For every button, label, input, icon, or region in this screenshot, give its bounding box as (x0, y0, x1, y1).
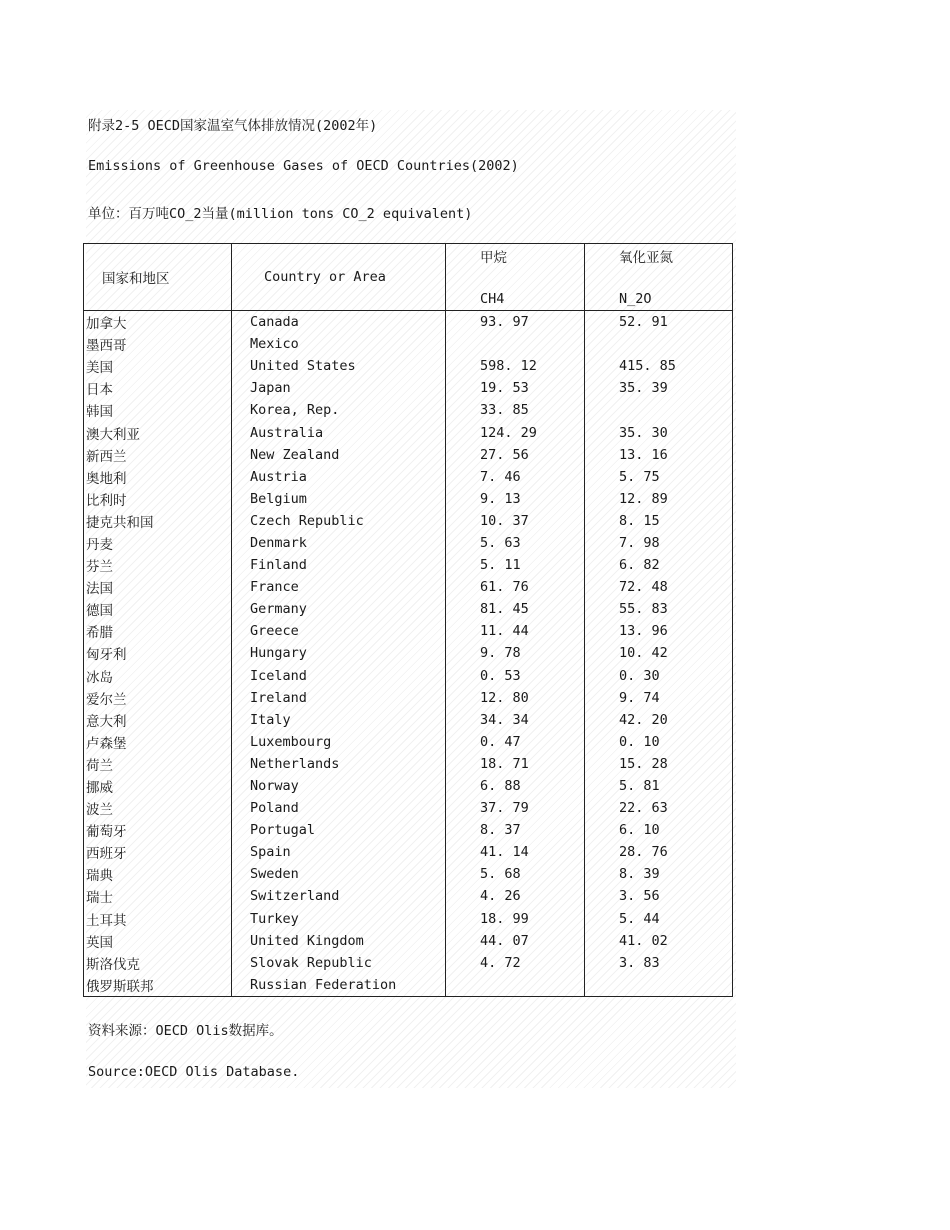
cell-country-en: Mexico (232, 333, 446, 355)
cell-country-cn: 挪威 (84, 775, 232, 797)
cell-country-en: Switzerland (232, 885, 446, 907)
emissions-table-wrapper (83, 243, 733, 997)
cell-n2o: 5. 75 (585, 466, 733, 488)
table-row (84, 377, 733, 399)
table-row (84, 444, 733, 466)
cell-country-cn: 葡萄牙 (84, 819, 232, 841)
cell-country-en: Japan (232, 377, 446, 399)
cell-ch4: 37. 79 (446, 797, 585, 819)
cell-country-cn: 比利时 (84, 488, 232, 510)
table-row (84, 399, 733, 421)
cell-country-cn: 匈牙利 (84, 642, 232, 664)
cell-n2o: 8. 39 (585, 863, 733, 885)
cell-n2o: 0. 30 (585, 665, 733, 687)
cell-ch4: 61. 76 (446, 576, 585, 598)
cell-n2o: 35. 30 (585, 421, 733, 443)
cell-ch4: 33. 85 (446, 399, 585, 421)
cell-n2o: 3. 56 (585, 885, 733, 907)
table-body (84, 311, 733, 997)
cell-country-cn: 荷兰 (84, 753, 232, 775)
cell-n2o (585, 333, 733, 355)
cell-n2o: 42. 20 (585, 709, 733, 731)
cell-country-en: Hungary (232, 642, 446, 664)
table-row (84, 863, 733, 885)
table-row (84, 532, 733, 554)
cell-n2o: 41. 02 (585, 930, 733, 952)
header-ch4 (446, 244, 585, 311)
cell-country-cn: 波兰 (84, 797, 232, 819)
cell-ch4: 4. 72 (446, 952, 585, 974)
cell-country-cn: 加拿大 (84, 311, 232, 334)
cell-n2o: 28. 76 (585, 841, 733, 863)
cell-country-cn: 日本 (84, 377, 232, 399)
cell-n2o: 10. 42 (585, 642, 733, 664)
cell-country-cn: 芬兰 (84, 554, 232, 576)
cell-country-en: Czech Republic (232, 510, 446, 532)
cell-ch4: 5. 68 (446, 863, 585, 885)
cell-ch4: 0. 53 (446, 665, 585, 687)
cell-country-cn: 法国 (84, 576, 232, 598)
cell-ch4: 4. 26 (446, 885, 585, 907)
cell-country-en: Slovak Republic (232, 952, 446, 974)
cell-country-cn: 美国 (84, 355, 232, 377)
cell-country-cn: 墨西哥 (84, 333, 232, 355)
table-header-row (84, 244, 733, 311)
title-chinese: 附录2-5 OECD国家温室气体排放情况(2002年) (88, 118, 378, 134)
cell-ch4 (446, 974, 585, 997)
cell-country-en: United Kingdom (232, 930, 446, 952)
table-row (84, 687, 733, 709)
table-row (84, 355, 733, 377)
cell-country-en: Turkey (232, 908, 446, 930)
cell-n2o: 6. 10 (585, 819, 733, 841)
table-row (84, 775, 733, 797)
table-row (84, 885, 733, 907)
cell-ch4: 598. 12 (446, 355, 585, 377)
cell-ch4: 18. 71 (446, 753, 585, 775)
cell-country-en: France (232, 576, 446, 598)
cell-ch4: 18. 99 (446, 908, 585, 930)
cell-n2o (585, 399, 733, 421)
cell-ch4: 34. 34 (446, 709, 585, 731)
cell-country-en: Luxembourg (232, 731, 446, 753)
cell-ch4: 5. 63 (446, 532, 585, 554)
table-row (84, 620, 733, 642)
cell-country-cn: 澳大利亚 (84, 421, 232, 443)
cell-ch4: 124. 29 (446, 421, 585, 443)
cell-country-cn: 英国 (84, 930, 232, 952)
cell-country-cn: 奥地利 (84, 466, 232, 488)
title-english: Emissions of Greenhouse Gases of OECD Countries(2002) (88, 158, 519, 174)
table-row (84, 930, 733, 952)
cell-n2o: 15. 28 (585, 753, 733, 775)
cell-ch4: 41. 14 (446, 841, 585, 863)
cell-n2o: 6. 82 (585, 554, 733, 576)
cell-country-cn: 捷克共和国 (84, 510, 232, 532)
cell-country-en: Netherlands (232, 753, 446, 775)
table-row (84, 731, 733, 753)
cell-n2o: 5. 81 (585, 775, 733, 797)
cell-country-en: Austria (232, 466, 446, 488)
cell-country-en: Ireland (232, 687, 446, 709)
cell-country-cn: 韩国 (84, 399, 232, 421)
cell-country-cn: 希腊 (84, 620, 232, 642)
table-row (84, 841, 733, 863)
table-row (84, 554, 733, 576)
cell-ch4: 5. 11 (446, 554, 585, 576)
cell-n2o: 35. 39 (585, 377, 733, 399)
cell-country-cn: 丹麦 (84, 532, 232, 554)
cell-n2o: 415. 85 (585, 355, 733, 377)
cell-ch4: 12. 80 (446, 687, 585, 709)
cell-country-cn: 新西兰 (84, 444, 232, 466)
table-row (84, 709, 733, 731)
table-row (84, 974, 733, 997)
cell-country-en: Germany (232, 598, 446, 620)
table-row (84, 797, 733, 819)
cell-ch4 (446, 333, 585, 355)
cell-country-cn: 冰岛 (84, 665, 232, 687)
cell-country-en: Belgium (232, 488, 446, 510)
cell-n2o: 7. 98 (585, 532, 733, 554)
table-row (84, 466, 733, 488)
cell-country-cn: 俄罗斯联邦 (84, 974, 232, 997)
cell-country-en: United States (232, 355, 446, 377)
cell-ch4: 93. 97 (446, 311, 585, 334)
cell-country-en: Poland (232, 797, 446, 819)
table-row (84, 952, 733, 974)
header-ch4-cn: 甲烷 (480, 250, 507, 266)
cell-n2o: 8. 15 (585, 510, 733, 532)
header-n2o-cn: 氧化亚氮 (619, 250, 673, 266)
header-country-en: Country or Area (232, 244, 446, 311)
header-ch4-formula: CH4 (480, 291, 505, 307)
cell-ch4: 9. 78 (446, 642, 585, 664)
header-n2o-formula: N_2O (619, 291, 652, 307)
cell-ch4: 7. 46 (446, 466, 585, 488)
cell-country-en: Portugal (232, 819, 446, 841)
cell-n2o: 52. 91 (585, 311, 733, 334)
cell-country-cn: 西班牙 (84, 841, 232, 863)
cell-country-en: Sweden (232, 863, 446, 885)
cell-country-en: Russian Federation (232, 974, 446, 997)
source-chinese: 资料来源：OECD Olis数据库。 (88, 1023, 283, 1039)
cell-country-en: Korea, Rep. (232, 399, 446, 421)
emissions-table (83, 243, 733, 997)
cell-n2o: 22. 63 (585, 797, 733, 819)
header-n2o (585, 244, 733, 311)
cell-country-en: Finland (232, 554, 446, 576)
cell-ch4: 10. 37 (446, 510, 585, 532)
table-row (84, 488, 733, 510)
cell-ch4: 27. 56 (446, 444, 585, 466)
cell-country-en: Canada (232, 311, 446, 334)
cell-country-cn: 德国 (84, 598, 232, 620)
cell-country-en: Norway (232, 775, 446, 797)
cell-n2o: 12. 89 (585, 488, 733, 510)
cell-ch4: 0. 47 (446, 731, 585, 753)
table-row (84, 576, 733, 598)
table-row (84, 753, 733, 775)
cell-country-en: Italy (232, 709, 446, 731)
cell-n2o (585, 974, 733, 997)
cell-n2o: 72. 48 (585, 576, 733, 598)
cell-country-cn: 卢森堡 (84, 731, 232, 753)
cell-ch4: 81. 45 (446, 598, 585, 620)
cell-n2o: 13. 16 (585, 444, 733, 466)
table-row (84, 642, 733, 664)
source-english: Source:OECD Olis Database. (88, 1064, 300, 1080)
cell-country-cn: 意大利 (84, 709, 232, 731)
table-row (84, 819, 733, 841)
unit-note: 单位：百万吨CO_2当量(million tons CO_2 equivalent) (88, 206, 473, 222)
cell-ch4: 6. 88 (446, 775, 585, 797)
header-country-cn: 国家和地区 (84, 244, 232, 311)
cell-ch4: 19. 53 (446, 377, 585, 399)
cell-n2o: 55. 83 (585, 598, 733, 620)
cell-country-en: Spain (232, 841, 446, 863)
table-row (84, 510, 733, 532)
cell-country-cn: 瑞典 (84, 863, 232, 885)
cell-ch4: 9. 13 (446, 488, 585, 510)
cell-ch4: 44. 07 (446, 930, 585, 952)
table-row (84, 598, 733, 620)
cell-country-en: Iceland (232, 665, 446, 687)
table-row (84, 908, 733, 930)
cell-n2o: 3. 83 (585, 952, 733, 974)
cell-n2o: 5. 44 (585, 908, 733, 930)
cell-country-en: Greece (232, 620, 446, 642)
cell-country-cn: 爱尔兰 (84, 687, 232, 709)
table-row (84, 333, 733, 355)
table-row (84, 311, 733, 334)
cell-ch4: 8. 37 (446, 819, 585, 841)
cell-country-cn: 土耳其 (84, 908, 232, 930)
table-row (84, 665, 733, 687)
cell-country-cn: 瑞士 (84, 885, 232, 907)
cell-country-en: Denmark (232, 532, 446, 554)
cell-country-cn: 斯洛伐克 (84, 952, 232, 974)
cell-country-en: New Zealand (232, 444, 446, 466)
table-row (84, 421, 733, 443)
cell-n2o: 9. 74 (585, 687, 733, 709)
cell-n2o: 13. 96 (585, 620, 733, 642)
cell-ch4: 11. 44 (446, 620, 585, 642)
cell-country-en: Australia (232, 421, 446, 443)
cell-n2o: 0. 10 (585, 731, 733, 753)
